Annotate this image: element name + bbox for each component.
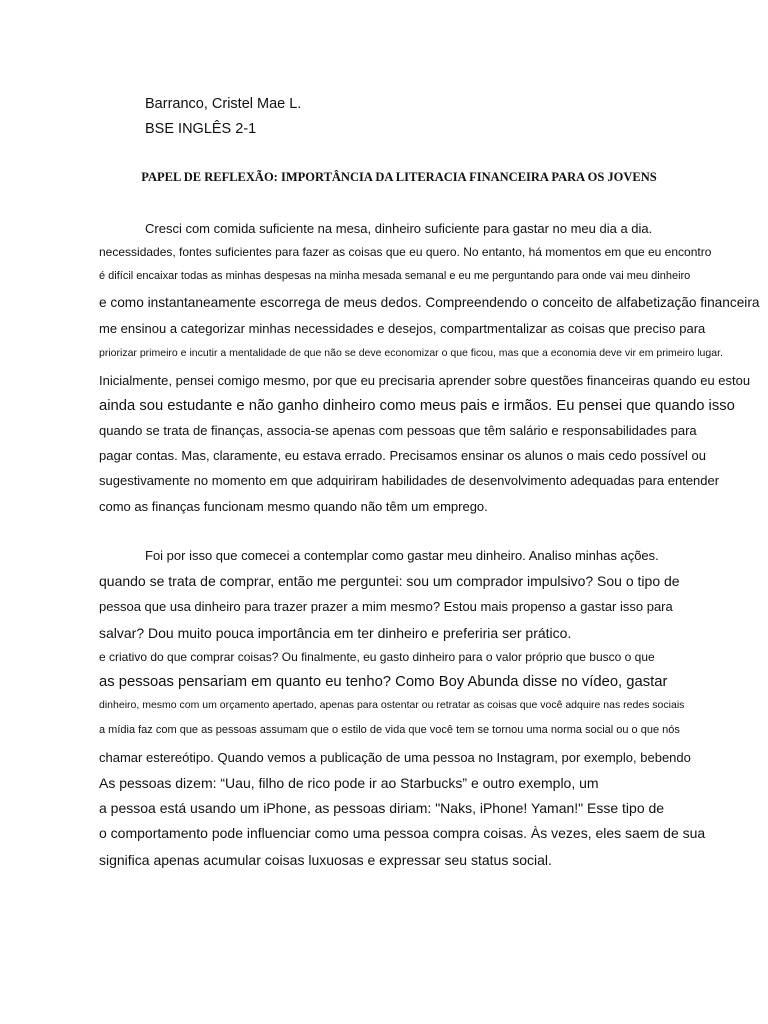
paragraph1-line: necessidades, fontes suficientes para fazer as coisas que eu quero. No entanto, há momentos em que eu encontro <box>99 245 712 259</box>
author-name: Barranco, Cristel Mae L. <box>145 96 302 112</box>
paragraph1-line: quando se trata de finanças, associa-se apenas com pessoas que têm salário e responsabilidades para <box>99 423 697 438</box>
paragraph2-line: e criativo do que comprar coisas? Ou finalmente, eu gasto dinheiro para o valor próprio que busco o que <box>99 650 655 664</box>
paragraph1-line: Inicialmente, pensei comigo mesmo, por que eu precisaria aprender sobre questões financeiras quando eu estou <box>99 373 751 388</box>
paragraph1-line: e como instantaneamente escorrega de meus dedos. Compreendendo o conceito de alfabetização financeira <box>99 295 760 310</box>
paragraph1-line: priorizar primeiro e incutir a mentalidade de que não se deve economizar o que ficou, mas que a economia deve vir em primeiro lugar. <box>99 347 723 359</box>
paragraph1-line: é difícil encaixar todas as minhas despesas na minha mesada semanal e eu me perguntando para onde vai meu dinheiro <box>99 270 691 282</box>
paragraph2-line: dinheiro, mesmo com um orçamento apertado, apenas para ostentar ou retratar as coisas que você adquire nas redes sociais <box>99 699 685 711</box>
paragraph2-line: Foi por isso que comecei a contemplar como gastar meu dinheiro. Analiso minhas ações. <box>145 548 659 563</box>
document-title: PAPEL DE REFLEXÃO: IMPORTÂNCIA DA LITERACIA FINANCEIRA PARA OS JOVENS <box>141 170 657 184</box>
paragraph1-line: como as finanças funcionam mesmo quando não têm um emprego. <box>99 499 488 514</box>
paragraph2-line: significa apenas acumular coisas luxuosas e expressar seu status social. <box>99 852 552 868</box>
paragraph2-line: as pessoas pensariam em quanto eu tenho? Como Boy Abunda disse no vídeo, gastar <box>99 674 668 690</box>
paragraph1-line: Cresci com comida suficiente na mesa, dinheiro suficiente para gastar no meu dia a dia. <box>145 221 653 236</box>
paragraph1-line: sugestivamente no momento em que adquiriram habilidades de desenvolvimento adequadas para entender <box>99 473 720 488</box>
paragraph2-line: o comportamento pode influenciar como uma pessoa compra coisas. Às vezes, eles saem de sua <box>99 825 706 841</box>
paragraph1-line: me ensinou a categorizar minhas necessidades e desejos, compartmentalizar as coisas que preciso para <box>99 321 706 336</box>
class-section: BSE INGLÊS 2-1 <box>145 121 257 137</box>
paragraph2-line: a pessoa está usando um iPhone, as pessoas diriam: "Naks, iPhone! Yaman!" Esse tipo de <box>99 800 665 816</box>
paragraph2-line: a mídia faz com que as pessoas assumam que o estilo de vida que você tem se tornou uma norma social ou o que nós <box>99 724 680 736</box>
paragraph1-line: pagar contas. Mas, claramente, eu estava errado. Precisamos ensinar os alunos o mais cedo possível ou <box>99 448 706 463</box>
paragraph2-line: pessoa que usa dinheiro para trazer prazer a mim mesmo? Estou mais propenso a gastar isso para <box>99 599 673 614</box>
paragraph2-line: salvar? Dou muito pouca importância em ter dinheiro e preferiria ser prático. <box>99 625 572 641</box>
paragraph2-line: As pessoas dizem: “Uau, filho de rico pode ir ao Starbucks” e outro exemplo, um <box>99 775 599 791</box>
paragraph2-line: chamar estereótipo. Quando vemos a publicação de uma pessoa no Instagram, por exemplo, bebendo <box>99 750 691 765</box>
paragraph2-line: quando se trata de comprar, então me perguntei: sou um comprador impulsivo? Sou o tipo de <box>99 573 680 589</box>
paragraph1-line: ainda sou estudante e não ganho dinheiro como meus pais e irmãos. Eu pensei que quando isso <box>99 398 735 414</box>
